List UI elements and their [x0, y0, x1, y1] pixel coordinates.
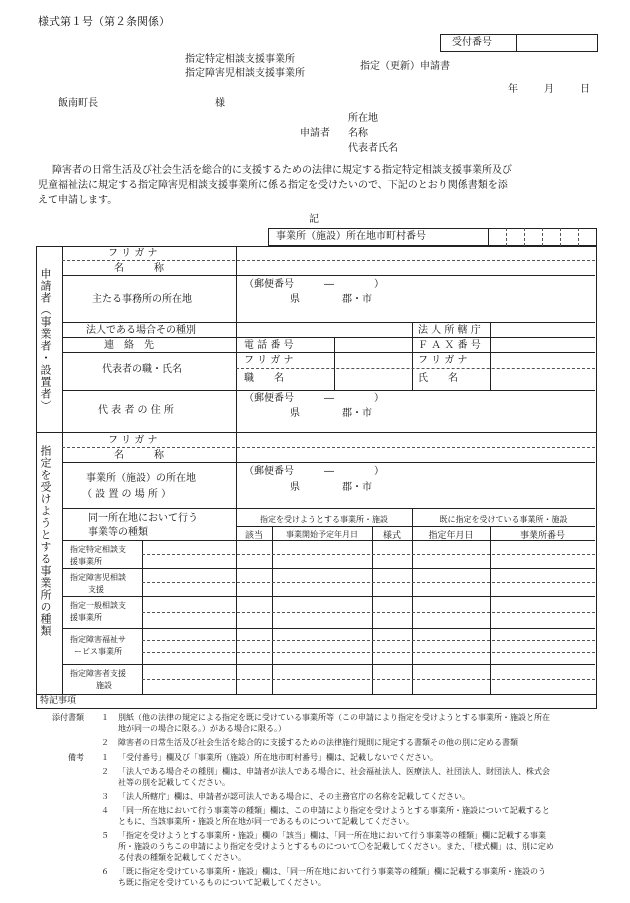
remark-5-text-a: 「指定を受けようとする事業所・施設」欄の「該当」欄は、「同一所在地において行う事業等の種類」欄に記載する事業	[118, 831, 546, 840]
rep-name-label: 氏 名	[418, 373, 458, 384]
main-office-label: 主たる事務所の所在地	[92, 294, 192, 305]
main-office-county-city: 郡・市	[342, 294, 372, 305]
type-row-5-line-1: 指定障害者支援	[70, 669, 126, 678]
date-month: 月	[544, 84, 554, 95]
rep-furigana2-label: フ リ ガ ナ	[418, 355, 468, 366]
date-year: 年	[508, 84, 518, 95]
special-notes-label: 特記事項	[40, 696, 77, 706]
attachment-2-number: ２	[101, 738, 109, 747]
corp-office-label: 法 人 所 轄 庁	[418, 325, 481, 336]
remark-4-text-a: 「同一所在地において行う事業等の種類」欄は、この申請により指定を受けようとする事業所・施設について記載すると	[118, 806, 550, 815]
col-office-no: 事業所番号	[519, 531, 565, 541]
remark-5-text-c: る付表の種類を記載してください。	[118, 853, 246, 862]
remark-4-text-b: ともに、当該事業所・施設と所在地が同一であるものについて記載してください。	[118, 817, 414, 826]
attachment-2-text: 障害者の日常生活及び社会生活を総合的に支援するための法律施行規則に規定する書類その他の別に定める書類	[118, 738, 518, 747]
rep-post-label: 職 名	[244, 373, 284, 384]
form-number: 様式第１号（第２条関係）	[38, 15, 170, 28]
attachment-1-text-a: 別紙（他の法律の規定による指定を既に受けている事業所等（この申請により指定を受けようとする事業所・施設と所在	[118, 713, 550, 722]
ki-label: 記	[309, 214, 319, 225]
col-applicable: 該当	[244, 531, 263, 541]
facility-county-city: 郡・市	[342, 482, 372, 493]
facility-location-label-1: 事業所（施設）の所在地	[86, 473, 196, 484]
type-row-2-line-2: 支援	[88, 585, 104, 594]
contact-label: 連 絡 先	[104, 340, 154, 351]
type-row-3-line-1: 指定一般相談支	[70, 601, 126, 610]
facility-postal: （郵便番号 ― ）	[244, 466, 384, 477]
type-row-3-line-2: 援事業所	[70, 613, 102, 622]
municipal-code-label: 事業所（施設）所在地市町村番号	[276, 231, 426, 242]
attachment-1-number: １	[101, 713, 109, 722]
honorific: 様	[215, 98, 225, 109]
facility-location-label-2: （ 設 置 の 場 所 ）	[82, 489, 172, 500]
remark-3-number: ３	[101, 792, 109, 801]
col-form: 様式	[382, 531, 401, 541]
type-row-4-line-1: 指定障害福祉サ	[70, 635, 126, 644]
intro-line-2: 児童福祉法に規定する指定障害児相談支援事業所に係る指定を受けたいので、下記のとおり関係書類を添	[38, 180, 508, 191]
name-label: 名 称	[114, 263, 164, 274]
same-site-label-1: 同一所在地において行う	[88, 513, 198, 524]
remark-1-text: 「受付番号」欄及び「事業所（施設）所在地市町村番号」欄は、記載しないでください。	[118, 753, 438, 762]
fax-label: Ｆ Ａ Ｘ 番 号	[418, 340, 481, 351]
document-title: 指定（更新）申請書	[360, 61, 450, 72]
remark-6-text-b: ち既に指定を受けているものについて記載してください。	[118, 878, 326, 887]
type-row-5-line-2: 施設	[96, 681, 112, 690]
remark-6-number: ６	[101, 867, 109, 876]
seeking-header: 指定を受けようとする事業所・施設	[260, 515, 388, 524]
remark-1-number: １	[101, 753, 109, 762]
applicant-section-label: 申請者（事業者・設置者）	[39, 268, 52, 412]
main-office-postal: （郵便番号 ― ）	[244, 279, 384, 290]
remark-2-text-a: 「法人である場合その種別」欄は、申請者が法人である場合に、社会福祉法人、医療法人、社団法人、財団法人、株式会	[118, 767, 550, 776]
applicant-label: 申請者	[300, 128, 330, 139]
facility-name-label: 名 称	[114, 450, 164, 461]
col-designated-date: 指定年月日	[428, 531, 474, 541]
rep-address-label: 代 表 者 の 住 所	[98, 405, 174, 416]
attachment-1-text-b: 地が同一の場合に限る。）がある場合に限る。）	[118, 724, 286, 733]
applicant-address-label: 所在地	[348, 113, 378, 124]
type-row-4-line-2: ービス事業所	[74, 647, 122, 656]
applicant-rep-label: 代表者氏名	[348, 143, 398, 154]
rep-address-county-city: 郡・市	[342, 408, 372, 419]
attachments-label: 添付書類	[52, 713, 84, 722]
facility-prefecture: 県	[290, 482, 300, 493]
facility-section-label: 指定を受けようとする事業所の種類	[39, 445, 52, 637]
main-office-prefecture: 県	[290, 294, 300, 305]
intro-line-1: 障害者の日常生活及び社会生活を総合的に支援するための法律に規定する指定特定相談支援事業所及び	[52, 165, 512, 176]
applicant-name-label: 名称	[348, 128, 368, 139]
type-row-1-line-2: 援事業所	[70, 557, 102, 566]
remark-5-number: ５	[101, 831, 109, 840]
remark-2-text-b: 社等の別を記載してください。	[118, 778, 230, 787]
facility-furigana-label: フ リ ガ ナ	[108, 435, 158, 446]
addressee: 飯南町長	[58, 98, 98, 109]
col-start-date: 事業開始予定年月日	[286, 530, 358, 539]
receipt-number-label: 受付番号	[452, 37, 492, 48]
rep-address-prefecture: 県	[290, 408, 300, 419]
remark-5-text-b: 所・施設のうちこの申請により指定を受けようとするものについて〇を記載してください。また、「様式欄」は、別に定め	[118, 842, 554, 851]
title-line-2: 指定障害児相談支援事業所	[185, 68, 305, 79]
already-header: 既に指定を受けている事業所・施設	[439, 515, 568, 524]
remark-2-number: ２	[101, 767, 109, 776]
type-row-2-line-1: 指定障害児相談	[70, 573, 126, 582]
rep-address-postal: （郵便番号 ― ）	[244, 393, 384, 404]
furigana-label: フ リ ガ ナ	[108, 248, 158, 259]
remark-4-number: ４	[101, 806, 109, 815]
date-day: 日	[580, 84, 590, 95]
remark-3-text: 「法人所轄庁」欄は、申請者が認可法人である場合に、その主務官庁の名称を記載してください。	[118, 792, 470, 801]
title-line-1: 指定特定相談支援事業所	[185, 54, 295, 65]
remarks-label: 備考	[68, 753, 84, 762]
corp-type-label: 法人である場合その種別	[86, 325, 196, 336]
rep-title-name-label: 代表者の職・氏名	[102, 364, 182, 375]
phone-label: 電 話 番 号	[244, 340, 294, 351]
intro-line-3: えて申請します。	[38, 195, 118, 206]
type-row-1-line-1: 指定特定相談支	[70, 545, 126, 554]
rep-furigana-label: フ リ ガ ナ	[244, 355, 294, 366]
remark-6-text-a: 「既に指定を受けている事業所・施設」欄は、「同一所在地において行う事業等の種類」欄に記載する事業所・施設のう	[118, 867, 546, 876]
same-site-label-2: 事業等の種類	[88, 527, 148, 538]
